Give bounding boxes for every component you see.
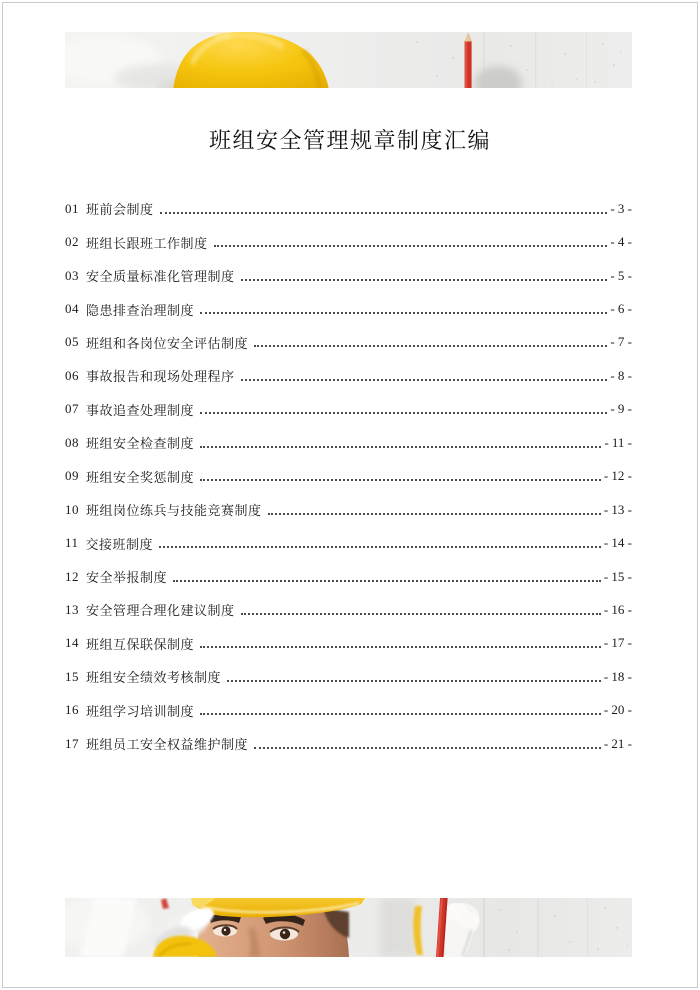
toc-entry-label: 班组长跟班工作制度 xyxy=(86,235,208,251)
toc-leader-dots xyxy=(200,312,607,314)
toc-entry[interactable] xyxy=(65,627,632,660)
toc-entry-label: 安全举报制度 xyxy=(86,570,168,586)
toc-entry-number: 12 xyxy=(65,568,79,584)
worker-face-photo-strip xyxy=(65,898,632,957)
toc-entry-label: 隐患排查治理制度 xyxy=(86,302,195,318)
toc-entry[interactable] xyxy=(65,259,632,292)
toc-entry[interactable] xyxy=(65,593,632,626)
header-banner-image xyxy=(65,32,632,88)
toc-entry[interactable] xyxy=(65,393,632,426)
toc-entry-page: - 3 - xyxy=(610,200,632,216)
toc-entry-number: 03 xyxy=(65,267,79,283)
toc-leader-dots xyxy=(200,713,601,715)
footer-banner-image xyxy=(65,898,632,957)
toc-entry[interactable] xyxy=(65,292,632,325)
toc-entry[interactable] xyxy=(65,225,632,258)
toc-entry-page: - 11 - xyxy=(604,434,632,450)
toc-entry[interactable] xyxy=(65,359,632,392)
toc-entry[interactable] xyxy=(65,326,632,359)
toc-entry-number: 02 xyxy=(65,234,79,250)
hard-hat-photo-strip xyxy=(65,32,632,88)
toc-entry-page: - 16 - xyxy=(603,601,632,617)
toc-entry-page: - 6 - xyxy=(610,301,632,317)
document-title: 班组安全管理规章制度汇编 xyxy=(208,128,491,153)
toc-leader-dots xyxy=(200,446,601,448)
toc-leader-dots xyxy=(268,513,601,515)
toc-entry[interactable] xyxy=(65,560,632,593)
toc-entry[interactable] xyxy=(65,660,632,693)
toc-entry-page: - 5 - xyxy=(610,267,632,283)
toc-entry-page: - 4 - xyxy=(610,234,632,250)
toc-entry-number: 17 xyxy=(65,735,79,751)
toc-entry-label: 班组学习培训制度 xyxy=(86,703,195,719)
toc-entry-number: 01 xyxy=(65,200,79,216)
red-pencil-icon xyxy=(464,33,473,88)
toc-entry-page: - 20 - xyxy=(603,702,632,718)
toc-entry-page: - 15 - xyxy=(603,568,632,584)
toc-entry-page: - 21 - xyxy=(603,735,632,751)
toc-entry-number: 06 xyxy=(65,367,79,383)
toc-entry-label: 事故报告和现场处理程序 xyxy=(86,369,235,385)
toc-entry-label: 班组岗位练兵与技能竞赛制度 xyxy=(86,503,262,519)
toc-leader-dots xyxy=(241,613,601,615)
toc-entry-label: 班前会制度 xyxy=(86,202,154,218)
toc-entry-label: 班组安全奖惩制度 xyxy=(86,469,195,485)
toc-leader-dots xyxy=(200,479,601,481)
toc-entry-number: 10 xyxy=(65,501,79,517)
toc-leader-dots xyxy=(160,212,608,214)
toc-leader-dots xyxy=(173,580,601,582)
toc-leader-dots xyxy=(159,546,601,548)
toc-entry-label: 班组和各岗位安全评估制度 xyxy=(86,335,249,351)
toc-entry[interactable] xyxy=(65,426,632,459)
toc-entry-label: 班组安全绩效考核制度 xyxy=(86,670,222,686)
toc-leader-dots xyxy=(200,412,607,414)
toc-entry-page: - 14 - xyxy=(603,535,632,551)
toc-entry-label: 事故追查处理制度 xyxy=(86,402,195,418)
toc-entry[interactable] xyxy=(65,192,632,225)
toc-entry-number: 16 xyxy=(65,702,79,718)
toc-leader-dots xyxy=(200,646,601,648)
toc-entry-number: 13 xyxy=(65,601,79,617)
toc-leader-dots xyxy=(241,279,608,281)
toc-entry-label: 班组员工安全权益维护制度 xyxy=(86,737,249,753)
toc-entry-label: 班组安全检查制度 xyxy=(86,436,195,452)
toc-leader-dots xyxy=(227,680,601,682)
toc-leader-dots xyxy=(254,747,601,749)
toc-entry-label: 安全质量标准化管理制度 xyxy=(86,269,235,285)
toc-leader-dots xyxy=(214,245,608,247)
toc-entry-page: - 8 - xyxy=(610,367,632,383)
toc-entry-page: - 18 - xyxy=(603,668,632,684)
toc-entry[interactable] xyxy=(65,694,632,727)
toc-leader-dots xyxy=(241,379,608,381)
toc-entry-number: 08 xyxy=(65,434,79,450)
toc-entry-page: - 9 - xyxy=(610,401,632,417)
toc-entry-page: - 13 - xyxy=(603,501,632,517)
toc-entry[interactable] xyxy=(65,727,632,760)
toc-entry[interactable] xyxy=(65,493,632,526)
toc-entry-number: 05 xyxy=(65,334,79,350)
toc-entry-number: 04 xyxy=(65,301,79,317)
toc-leader-dots xyxy=(254,345,607,347)
table-of-contents xyxy=(65,192,632,760)
toc-entry-label: 安全管理合理化建议制度 xyxy=(86,603,235,619)
toc-entry-label: 交接班制度 xyxy=(85,536,154,552)
toc-entry-page: - 17 - xyxy=(603,635,632,651)
toc-entry-number: 11 xyxy=(65,535,79,551)
toc-entry-number: 14 xyxy=(65,635,79,651)
toc-entry-label: 班组互保联保制度 xyxy=(86,636,195,652)
toc-entry-number: 15 xyxy=(65,668,79,684)
toc-entry[interactable] xyxy=(65,460,632,493)
toc-entry-page: - 12 - xyxy=(603,468,632,484)
toc-entry[interactable] xyxy=(65,526,632,559)
toc-entry-number: 07 xyxy=(65,401,79,417)
toc-entry-number: 09 xyxy=(65,468,79,484)
toc-entry-page: - 7 - xyxy=(610,334,632,350)
